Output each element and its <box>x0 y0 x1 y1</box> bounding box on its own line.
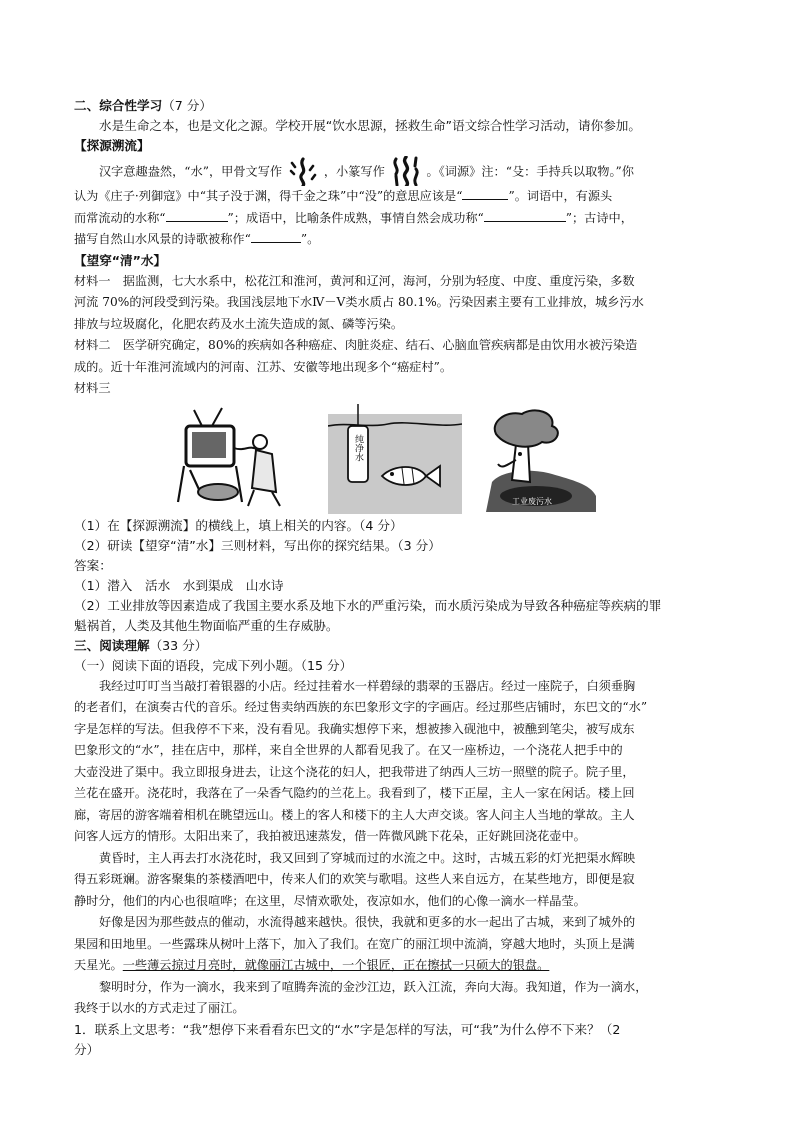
section-2-title: 二、综合性学习 <box>74 98 163 113</box>
material-2-line: 材料二 医学研究确定，80%的疾病如各种癌症、肉脏炎症、结石、心脑血管疾病都是由饮用水被污染造 <box>74 338 638 352</box>
material-3-label: 材料三 <box>74 381 111 395</box>
bottled-water-fish-cartoon <box>328 404 462 514</box>
subsection-wangchuan-title: 【望穿“清”水】 <box>74 252 167 268</box>
underlined-sentence: 一些薄云掠过月亮时，就像丽江古城中，一个银匠，正在擦拭一只硕大的银盘。 <box>122 958 550 972</box>
question-2-2: （2）研读【望穿“清”水】三则材料，写出你的探究结果。（3 分） <box>74 537 441 553</box>
subsection-tanyuan-title: 【探源溯流】 <box>74 138 150 153</box>
reading-subtitle: （一）阅读下面的语段，完成下列小题。（15 分） <box>74 657 353 673</box>
document-page <box>74 96 724 1060</box>
etymology-line-3-c: ”；古诗中， <box>565 210 633 225</box>
answer-label: 答案： <box>74 557 112 573</box>
reading-para-1-line: 兰花在盛开。浇花时，我落在了一朵香气隐约的兰花上。我看到了，楼下正屋，主人一家在闲话。楼上回 <box>74 786 635 800</box>
reading-para-1-line: 巴象形文的“水”，挂在店中，那样，来自全世界的人都看见我了。在又一座桥边，一个浇花人把手中的 <box>74 743 623 757</box>
answer-blank-2[interactable] <box>166 209 228 222</box>
reading-para-1-line: 我经过叮叮当当敲打着银器的小店。经过挂着水一样碧绿的翡翠的玉器店。经过一座院子，白须垂胸 <box>99 678 636 693</box>
wastewater-label: 工业废污水 <box>512 496 552 506</box>
material-1-line: 河流 70%的河段受到污染。我国浅层地下水Ⅳ－Ⅴ类水质占 80.1%。污染因素主要有工业排放，城乡污水 <box>74 295 644 309</box>
material-1-line: 排放与垃圾腐化，化肥农药及水土流失造成的氮、磷等污染。 <box>74 316 404 331</box>
etymology-text-b: ，小篆写作 <box>323 164 385 179</box>
oracle-bone-water-glyph-icon <box>286 157 320 186</box>
etymology-line-4-a: 描写自然山水风景的诗歌被称作“ <box>74 232 251 246</box>
question-2-1: （1）在【探源溯流】的横线上，填上相关的内容。（4 分） <box>74 517 403 533</box>
answer-blank-1[interactable] <box>462 187 508 200</box>
reading-para-1-line: 廊，寄居的游客端着相机在眺望远山。楼上的客人和楼下的主人大声交谈。客人问主人当地的掌故。主人 <box>74 807 635 822</box>
tv-washing-cartoon <box>172 404 296 512</box>
answer-1: （1）潜入 活水 水到渠成 山水诗 <box>74 577 284 593</box>
reading-para-2-line: 黄昏时，主人再去打水浇花时，我又回到了穿城而过的水流之中。这时，古城五彩的灯光把渠水辉映 <box>99 850 636 865</box>
polluted-tree-cartoon <box>472 404 598 514</box>
section-2-intro: 水是生命之本，也是文化之源。学校开展“饮水思源，拯救生命”语文综合性学习活动，请你参加。 <box>99 118 641 133</box>
section-2-heading <box>74 96 724 116</box>
answer-blank-3[interactable] <box>484 209 566 222</box>
reading-para-3-text: 天星光。 <box>74 958 123 972</box>
reading-para-1-line: 问客人远方的情形。太阳出来了，我拍被迅速蒸发，借一阵微风跳下花朵，正好跳回浇花壶中。 <box>74 829 586 843</box>
etymology-line-3-b: ”；成语中，比喻条件成熟，事情自然会成功称“ <box>227 210 484 225</box>
bottle-label: 纯净水 <box>353 434 363 461</box>
etymology-line-1 <box>74 156 724 186</box>
reading-para-1-line: 大壶没进了渠中。我立即报身进去，让这个浇花的妇人，把我带进了纳西人三坊一照壁的院子。院子里， <box>74 764 635 779</box>
answer-2-line: 魁祸首，人类及其他生物面临严重的生存威胁。 <box>74 617 339 633</box>
etymology-line-3-a: 而常流动的水称“ <box>74 210 166 225</box>
reading-question-1-line: 1．联系上文思考：“我”想停下来看看东巴文的“水”字是怎样的写法，可“我”为什么停不下来？（2 <box>74 1021 621 1037</box>
etymology-line-4-b: ”。 <box>300 232 320 246</box>
etymology-line-2-b: ”。词语中，有源头 <box>508 189 613 203</box>
material-1-line: 材料一 据监测，七大水系中，松花江和淮河，黄河和辽河，海河，分别为轻度、中度、重度污染，多数 <box>74 273 635 288</box>
answer-blank-4[interactable] <box>251 230 301 243</box>
etymology-line-3 <box>74 208 724 230</box>
reading-para-4-line: 黎明时分，作为一滴水，我来到了喧腾奔流的金沙江边，跃入江流，奔向大海。我知道，作为一滴水， <box>99 979 648 994</box>
reading-para-3-line: 果园和田地里。一些露珠从树叶上落下，加入了我们。在宽广的丽江坝中流淌，穿越大地时，头顶上是满 <box>74 936 635 951</box>
section-3-heading <box>74 636 724 656</box>
answer-2-line: （2）工业排放等因素造成了我国主要水系及地下水的严重污染，而水质污染成为导致各种癌症等疾病的罪 <box>74 597 662 613</box>
etymology-line-2 <box>74 186 724 208</box>
reading-para-3-last-line <box>74 955 724 977</box>
reading-para-2-line: 得五彩斑斓。游客聚集的茶楼酒吧中，传来人们的欢笑与歌唱。这些人来自远方，在某些地方，即便是寂 <box>74 872 635 886</box>
section-3-score: （33 分） <box>149 637 208 653</box>
etymology-text-c: 。《词源》注：“殳：手持兵以取物。”你 <box>426 164 634 179</box>
etymology-line-2-a: 认为《庄子·列御寇》中“其子没于渊，得千金之珠”中“没”的意思应该是“ <box>74 189 463 203</box>
reading-para-4-line: 我终于以水的方式走过了丽江。 <box>74 1001 245 1015</box>
reading-question-1-line: 分） <box>74 1041 100 1057</box>
seal-script-water-glyph-icon <box>389 156 423 186</box>
reading-para-1-line: 的老者们，在演奏古代的音乐。经过售卖纳西族的东巴象形文字的字画店。经过那些店铺时，东巴文的“水” <box>74 700 648 714</box>
etymology-line-4 <box>74 229 724 251</box>
section-3-title: 三、阅读理解 <box>74 637 150 653</box>
material-2-line: 成的。近十年淮河流域内的河南、江苏、安徽等地出现多个“癌症村”。 <box>74 359 453 374</box>
section-2-score: （7 分） <box>162 98 212 113</box>
material-3-cartoons <box>74 404 724 514</box>
reading-para-1-line: 字是怎样的写法。但我停不下来，没有看见。我确实想停下来，想被掺入砚池中，被醮到笔尖，被写成东 <box>74 721 635 736</box>
etymology-text-a: 汉字意趣盎然，“水”，甲骨文写作 <box>99 164 283 179</box>
reading-para-3-line: 好像是因为那些鼓点的催动，水流得越来越快。很快，我就和更多的水一起出了古城，来到了城外的 <box>99 915 636 929</box>
reading-para-2-line: 静时分，他们的内心也很喧哗；在这里，尽情欢歌处，夜凉如水，他们的心像一滴水一样晶莹。 <box>74 893 586 908</box>
